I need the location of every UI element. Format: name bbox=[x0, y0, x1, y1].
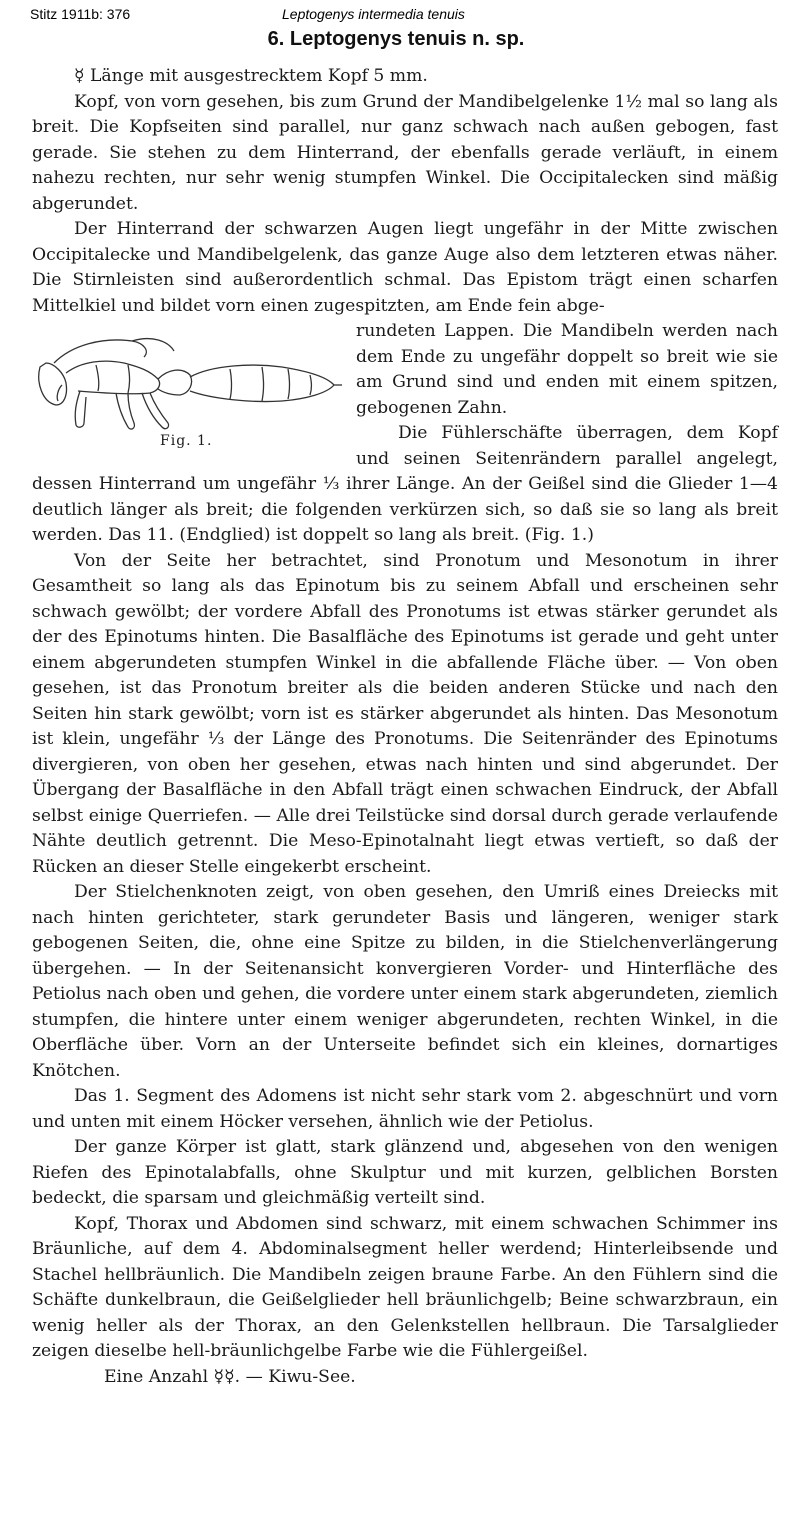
ant-lateral-view-drawing bbox=[32, 327, 342, 437]
article-body bbox=[32, 64, 778, 1390]
page-reference: Stitz 1911b: 376 bbox=[30, 6, 131, 22]
figure-1 bbox=[32, 319, 350, 469]
paragraph-coloration: Kopf, Thorax und Abdomen sind schwarz, mit einem schwachen Schimmer ins Bräunliche, auf dem 4. Abdominalsegment heller werdend; Hinterleibsende und Stachel hellbräunlich. Die Mandibeln zeigen braune Farbe. An den Fühlern sind die Schäfte dunkelbraun, die Geißelglieder hell bräunlichgelb; Beine schwarzbraun, ein wenig heller als der Thorax, an den Gelenkstellen hellbraun. Die Tarsalglieder zeigen dieselbe hell-bräunlichgelbe Farbe wie die Fühlergeißel. bbox=[32, 1213, 778, 1361]
paragraph-antennae: Die Fühlerschäfte überragen, dem Kopf und seinen Seitenrändern parallel angelegt, dessen Hinterrand um ungefähr ⅓ ihrer Länge. An der Geißel sind die Glieder 1—4 deutlich länger als breit; die folgenden verkürzen sich, so daß sie so lang als breit werden. Das 11. (Endglied) ist doppelt so lang als breit. (Fig. 1.) bbox=[32, 423, 778, 545]
figure-caption: Fig. 1. bbox=[160, 433, 213, 449]
paragraph-petiole: Der Stielchenknoten zeigt, von oben gesehen, den Umriß eines Dreiecks mit nach hinten gerichteter, stark gerundeter Basis und längeren, weniger stark gebogenen Seiten, die, ohne eine Spitze zu bilden, in die Stielchenverlängerung übergehen. — In der Seitenansicht konvergieren Vorder- und Hinterfläche des Petiolus nach oben und gehen, die vordere unter einem stark abgerundeten, ziemlich stumpfen, die hintere unter einem weniger abgerundeten, rechten Winkel, in die Oberfläche über. Vorn an der Unterseite befindet sich ein kleines, dornartiges Knötchen. bbox=[32, 882, 778, 1081]
paragraph-head: Kopf, von vorn gesehen, bis zum Grund der Mandibelgelenke 1½ mal so lang als breit. Die Kopfseiten sind parallel, nur ganz schwach nach außen gebogen, fast gerade. Sie stehen zu dem Hinterrand, der ebenfalls gerade verläuft, in einem nahezu rechten, nur sehr wenig stumpfen Winkel. Die Occipitalecken sind mäßig abgerundet. bbox=[32, 91, 778, 214]
paragraph-locality: Eine Anzahl ☿☿. — Kiwu-See. bbox=[104, 1366, 356, 1387]
paragraph-eyes: Der Hinterrand der schwarzen Augen liegt ungefähr in der Mitte zwischen Occipitalecke und Mandibelgelenk, das ganze Auge also dem letzteren etwas näher. Die Stirnleisten sind außerordentlich schmal. Das Epistom trägt einen scharfen Mittelkiel und bildet vorn einen zugespitzten, am Ende fein abge- bbox=[32, 219, 778, 316]
taxon-header: Leptogenys intermedia tenuis bbox=[282, 6, 465, 22]
paragraph-abdomen: Das 1. Segment des Adomens ist nicht sehr stark vom 2. abgeschnürt und vorn und unten mit einem Höcker versehen, ähnlich wie der Petiolus. bbox=[32, 1086, 778, 1132]
paragraph-thorax: Von der Seite her betrachtet, sind Pronotum und Mesonotum in ihrer Gesamtheit so lang als das Epinotum bis zu seinem Abfall und erscheinen sehr schwach gewölbt; der vordere Abfall des Pronotums ist etwas stärker gerundet als der des Epinotums hinten. Die Basalfläche des Epinotums ist gerade und geht unter einem abgerundeten stumpfen Winkel in die abfallende Fläche über. — Von oben gesehen, ist das Pronotum breiter als die beiden anderen Stücke und nach den Seiten hin stark gewölbt; vorn ist es stärker abgerundet als hinten. Das Mesonotum ist klein, ungefähr ⅓ der Länge des Pronotums. Die Seitenränder des Epinotums divergieren, von oben her gesehen, etwas nach hinten und sind abgerundet. Der Übergang der Basalfläche in den Abfall trägt einen schwachen Eindruck, der Abfall selbst einige Querriefen. — Alle drei Teilstücke sind dorsal durch gerade verlaufende Nähte deutlich getrennt. Die Meso-Epinotalnaht liegt etwas vertieft, so daß der Rücken an dieser Stelle eingekerbt erscheint. bbox=[32, 550, 778, 877]
page-title: 6. Leptogenys tenuis n. sp. bbox=[267, 28, 525, 50]
paragraph-length: ☿ Länge mit ausgestrecktem Kopf 5 mm. bbox=[74, 66, 428, 86]
paragraph-mandibles: rundeten Lappen. Die Mandibeln werden nach dem Ende zu ungefähr doppelt so breit wie sie am Grund sind und enden mit einem spitzen, gebogenen Zahn. bbox=[356, 321, 778, 418]
paragraph-surface: Der ganze Körper ist glatt, stark glänzend und, abgesehen von den wenigen Riefen des Epinotalabfalls, ohne Skulptur und mit kurzen, gelblichen Borsten bedeckt, die sparsam und gleichmäßig verteilt sind. bbox=[32, 1137, 778, 1208]
